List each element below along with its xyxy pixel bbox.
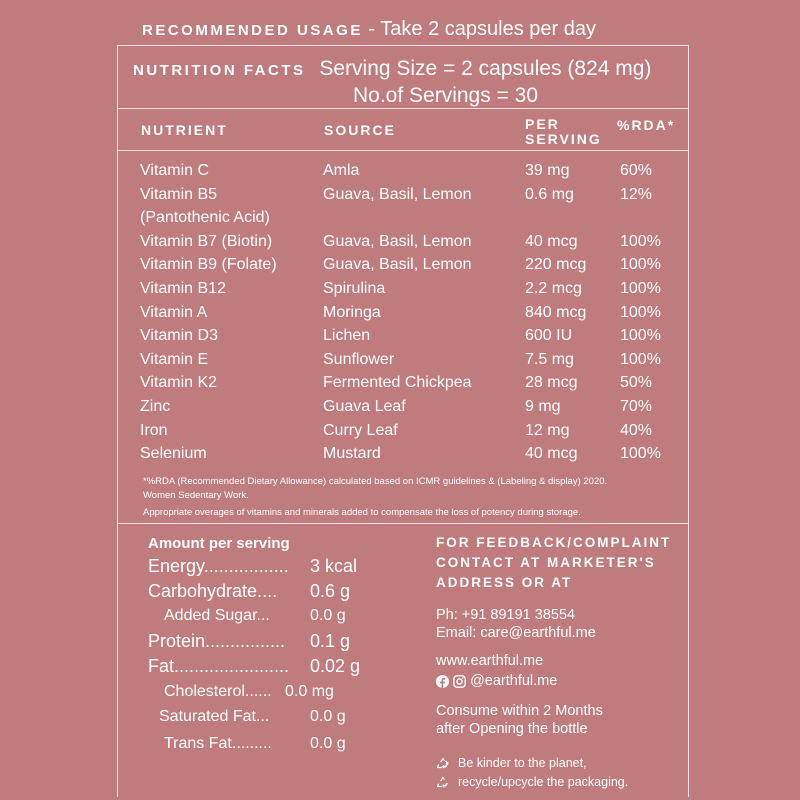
recycle-line1: Be kinder to the planet, bbox=[458, 756, 587, 770]
recycle-icon bbox=[436, 756, 450, 770]
nutrition-facts-header bbox=[133, 56, 678, 108]
amount-label: Energy................. bbox=[148, 556, 289, 576]
table-row bbox=[140, 419, 685, 443]
nutrient-rda: 100% bbox=[620, 232, 661, 250]
amount-value: 0.0 g bbox=[310, 607, 346, 624]
header-nutrient: NUTRIENT bbox=[141, 122, 228, 138]
nutrient-source: Curry Leaf bbox=[323, 421, 398, 439]
nutrient-rda: 12% bbox=[620, 185, 653, 203]
protein-row bbox=[148, 629, 351, 653]
nutrient-rda: 40% bbox=[620, 421, 653, 439]
nutrient-source: Fermented Chickpea bbox=[323, 374, 472, 392]
nutrient-source: Amla bbox=[323, 162, 360, 179]
nutrient-amount: 28 mcg bbox=[525, 374, 578, 392]
recommended-usage bbox=[142, 18, 596, 41]
nutrient-name: Vitamin B7 (Biotin) bbox=[140, 232, 273, 250]
header-source: SOURCE bbox=[324, 122, 396, 138]
amount-value: 0.02 g bbox=[310, 656, 361, 676]
table-row bbox=[140, 159, 685, 183]
feedback-line1: FOR FEEDBACK/COMPLAINT bbox=[436, 535, 672, 550]
table-row bbox=[140, 277, 685, 301]
nutrient-amount: 0.6 mg bbox=[525, 185, 574, 203]
header-rda: %RDA* bbox=[617, 117, 676, 133]
table-row bbox=[140, 324, 685, 348]
amount-value: 0.0 g bbox=[310, 708, 346, 725]
amount-value: 0.6 g bbox=[310, 581, 351, 601]
amount-value: 0.0 g bbox=[310, 735, 346, 752]
nutrient-name: Vitamin B12 bbox=[140, 279, 226, 297]
consume-line1: Consume within 2 Months bbox=[436, 703, 603, 719]
nutrient-amount: 12 mg bbox=[525, 421, 570, 439]
facebook-icon bbox=[436, 675, 449, 688]
nutrient-rda: 100% bbox=[620, 279, 661, 297]
nutrient-amount: 7.5 mg bbox=[525, 350, 574, 368]
table-row bbox=[140, 183, 685, 230]
serving-size: Serving Size = 2 capsules (824 mg) bbox=[319, 57, 652, 80]
amount-label: Saturated Fat... bbox=[159, 708, 270, 725]
nutrient-amount: 9 mg bbox=[525, 397, 561, 415]
rda-footnote-line1: *%RDA (Recommended Dietary Allowance) calculated based on ICMR guidelines & (Labeling & display) 2020. bbox=[143, 476, 608, 487]
contact-section bbox=[436, 533, 671, 792]
email: Email: care@earthful.me bbox=[436, 625, 596, 641]
divider bbox=[118, 523, 688, 524]
nutrient-rda: 100% bbox=[620, 350, 661, 368]
rda-footnote-line2: Women Sedentary Work. bbox=[143, 490, 249, 501]
nutrient-source: Spirulina bbox=[323, 279, 386, 297]
nutrient-rda: 100% bbox=[620, 445, 661, 463]
overages-note: Appropriate overages of vitamins and minerals added to compensate the loss of potency during storage. bbox=[143, 507, 581, 518]
nutrient-source: Moringa bbox=[323, 303, 381, 321]
nutrient-source: Mustard bbox=[323, 445, 381, 463]
nutrient-amount: 40 mcg bbox=[525, 445, 578, 463]
nutrient-name: Vitamin A bbox=[140, 303, 208, 321]
nutrient-amount: 39 mg bbox=[525, 162, 570, 179]
amount-label: Carbohydrate.... bbox=[148, 581, 278, 601]
fat-row bbox=[148, 654, 361, 678]
header-per-serving bbox=[525, 117, 602, 147]
instagram-icon bbox=[453, 675, 466, 688]
social-handle: @earthful.me bbox=[470, 673, 558, 689]
nutrient-source: Guava, Basil, Lemon bbox=[323, 232, 472, 250]
nutrition-facts-label: NUTRITION FACTS bbox=[133, 62, 306, 79]
usage-text: - Take 2 capsules per day bbox=[368, 18, 596, 40]
nutrient-amount: 220 mcg bbox=[525, 256, 587, 274]
website: www.earthful.me bbox=[436, 653, 544, 669]
nutrient-name-sub: (Pantothenic Acid) bbox=[140, 209, 270, 227]
nutrient-rda: 60% bbox=[620, 162, 653, 179]
added-sugar-row bbox=[164, 604, 346, 628]
nutrient-source: Guava Leaf bbox=[323, 397, 406, 415]
saturated-fat-row bbox=[159, 705, 346, 729]
nutrient-name: Vitamin B5 bbox=[140, 185, 218, 203]
feedback-line3: ADDRESS OR AT bbox=[436, 575, 573, 590]
nutrient-name: Selenium bbox=[140, 445, 207, 463]
nutrient-name: Vitamin D3 bbox=[140, 327, 218, 345]
phone: Ph: +91 89191 38554 bbox=[436, 607, 576, 623]
amount-label: Trans Fat......... bbox=[164, 735, 272, 752]
cholesterol-row bbox=[164, 680, 334, 704]
nutrient-rda: 100% bbox=[620, 327, 661, 345]
nutrient-rda: 50% bbox=[620, 374, 653, 392]
amount-value: 0.1 g bbox=[310, 631, 351, 651]
divider bbox=[118, 108, 688, 109]
amount-value: 3 kcal bbox=[310, 556, 358, 576]
nutrient-name: Vitamin C bbox=[140, 162, 210, 179]
header-serving: SERVING bbox=[525, 131, 602, 147]
nutrient-source: Guava, Basil, Lemon bbox=[323, 256, 472, 274]
nutrient-source: Lichen bbox=[323, 327, 371, 345]
nutrient-name: Zinc bbox=[140, 397, 171, 415]
nutrient-amount: 2.2 mcg bbox=[525, 279, 582, 297]
amount-label: Fat....................... bbox=[148, 656, 290, 676]
nutrient-amount: 40 mcg bbox=[525, 232, 578, 250]
nutrient-rda: 70% bbox=[620, 397, 653, 415]
nutrient-source: Sunflower bbox=[323, 350, 395, 368]
trans-fat-row bbox=[164, 732, 346, 756]
social-handle-row bbox=[436, 672, 671, 690]
nutrient-amount: 600 IU bbox=[525, 327, 573, 345]
recycle-line2: recycle/upcycle the packaging. bbox=[458, 775, 629, 789]
carbohydrate-row bbox=[148, 579, 351, 603]
energy-row bbox=[148, 554, 358, 578]
table-row bbox=[140, 442, 685, 466]
nutrient-name: Vitamin B9 (Folate) bbox=[140, 256, 277, 274]
nutrient-name: Iron bbox=[140, 421, 168, 439]
table-row bbox=[140, 371, 685, 395]
nutrient-rda: 100% bbox=[620, 303, 661, 321]
nutrient-name: Vitamin E bbox=[140, 350, 209, 368]
nutrient-table bbox=[140, 159, 685, 466]
table-row bbox=[140, 253, 685, 277]
consume-line2: after Opening the bottle bbox=[436, 721, 588, 737]
usage-label: RECOMMENDED USAGE bbox=[142, 22, 363, 39]
recycle-icon bbox=[436, 775, 450, 789]
feedback-line2: CONTACT AT MARKETER'S bbox=[436, 555, 656, 570]
nutrition-panel bbox=[117, 45, 689, 797]
nutrient-name: Vitamin K2 bbox=[140, 374, 218, 392]
nutrient-amount: 840 mcg bbox=[525, 303, 587, 321]
nutrient-rda: 100% bbox=[620, 256, 661, 274]
amount-label: Protein................ bbox=[148, 631, 286, 651]
divider bbox=[118, 150, 688, 151]
header-per: PER bbox=[525, 116, 560, 132]
amount-label: Added Sugar... bbox=[164, 607, 270, 624]
recycle-note bbox=[436, 754, 671, 792]
nutrient-source: Guava, Basil, Lemon bbox=[323, 185, 472, 203]
servings-count: No.of Servings = 30 bbox=[352, 84, 539, 107]
table-row bbox=[140, 301, 685, 325]
amount-per-serving-title: Amount per serving bbox=[148, 535, 290, 552]
amount-label: Cholesterol...... bbox=[164, 683, 272, 700]
table-row bbox=[140, 395, 685, 419]
amount-value: 0.0 mg bbox=[285, 683, 334, 700]
table-row bbox=[140, 230, 685, 254]
table-row bbox=[140, 348, 685, 372]
